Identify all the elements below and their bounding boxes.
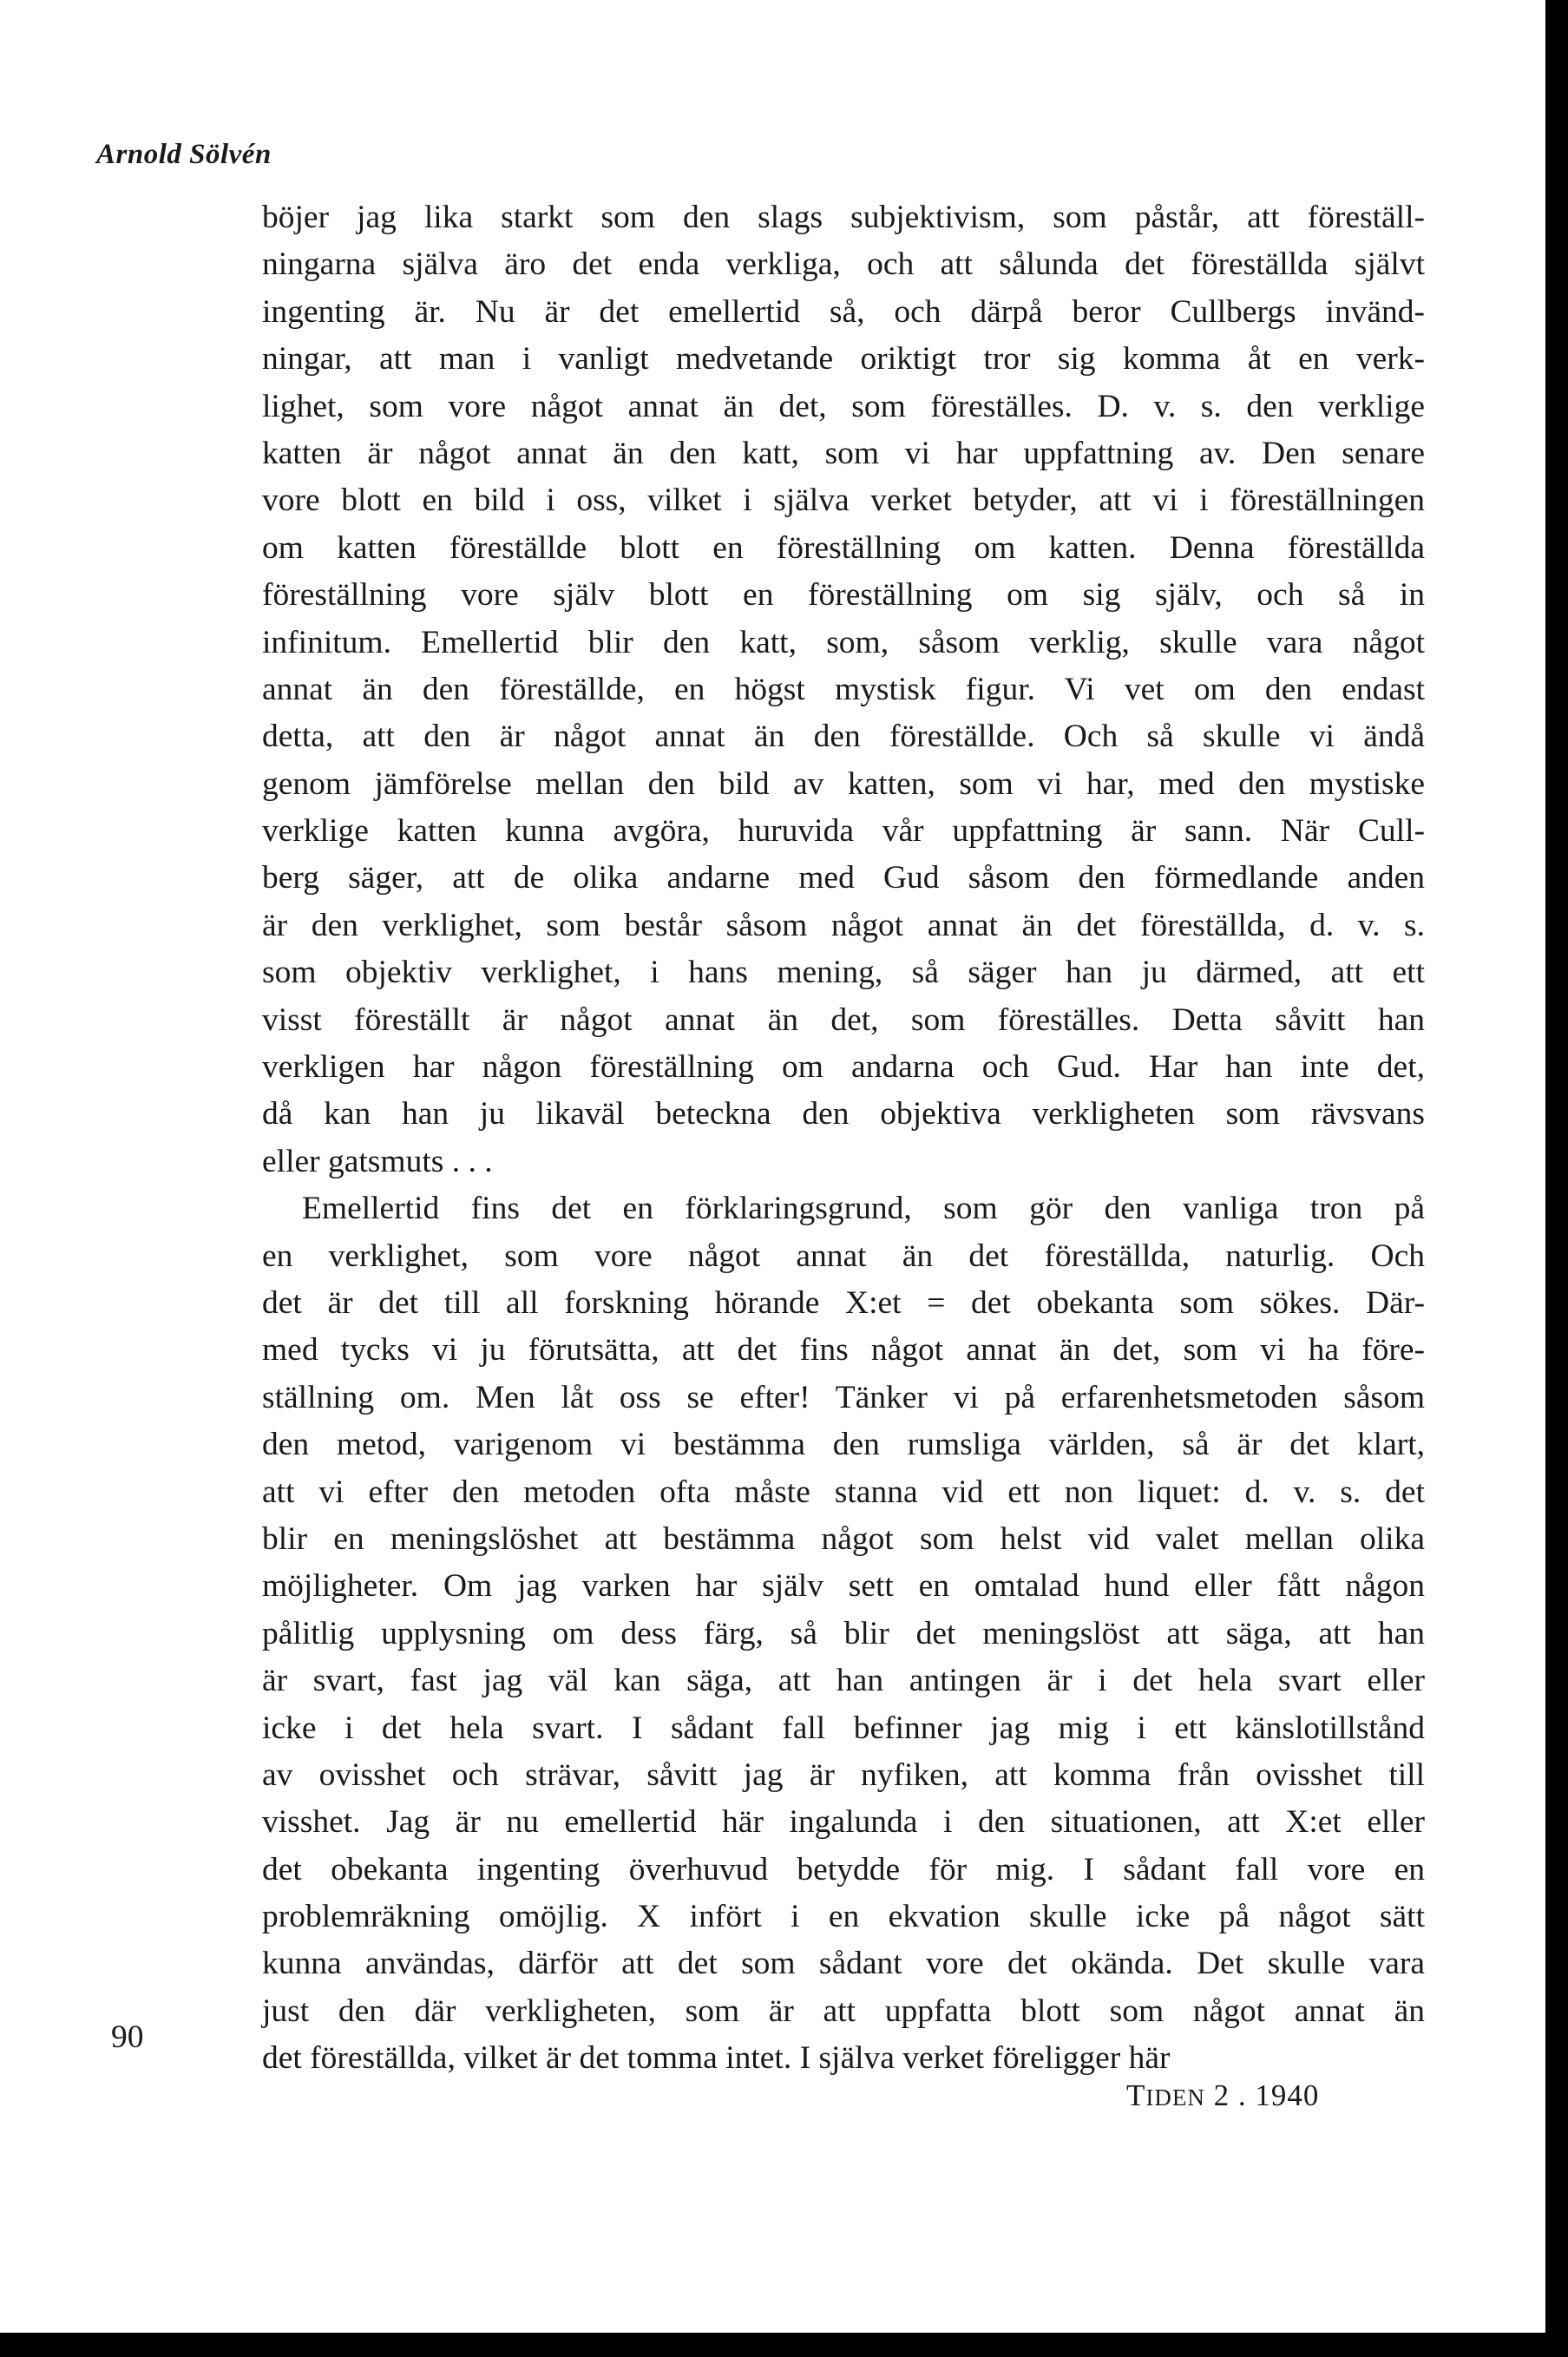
- journal-name-rest: IDEN: [1145, 2085, 1205, 2111]
- text-line: Emellertid fins det en förklaringsgrund, som gör den vanliga tron på: [302, 1191, 1425, 1227]
- text-line: blir en meningslöshet att bestämma något som helst vid valet mellan olika: [262, 1520, 1425, 1557]
- text-line: infinitum. Emellertid blir den katt, som, såsom verklig, skulle vara något: [262, 624, 1425, 660]
- text-line: är svart, fast jag väl kan säga, att han antingen är i det hela svart eller: [262, 1663, 1425, 1699]
- text-line: den metod, varigenom vi bestämma den rumsliga världen, så är det klart,: [262, 1427, 1425, 1463]
- page-number: 90: [111, 2019, 144, 2055]
- text-line: katten är något annat än den katt, som vi har uppfattning av. Den senare: [262, 435, 1425, 471]
- text-line: böjer jag lika starkt som den slags subjektivism, som påstår, att föreställ-: [262, 200, 1425, 235]
- journal-name-initial: T: [1126, 2078, 1146, 2112]
- text-line: eller gatsmuts . . .: [262, 1143, 493, 1179]
- text-line: är den verklighet, som består såsom något annat än det föreställda, d. v. s.: [262, 907, 1425, 943]
- text-line: icke i det hela svart. I sådant fall befinner jag mig i ett känslotillstånd: [262, 1710, 1425, 1746]
- text-line: verklige katten kunna avgöra, huruvida vår uppfattning är sann. När Cull-: [262, 813, 1425, 850]
- text-line: om katten föreställde blott en föreställning om katten. Denna föreställda: [262, 529, 1425, 566]
- text-line: en verklighet, som vore något annat än det föreställda, naturlig. Och: [262, 1238, 1425, 1274]
- text-line: ställning om. Men låt oss se efter! Tänker vi på erfarenhetsmetoden såsom: [262, 1379, 1425, 1415]
- journal-footer: [1126, 2078, 1319, 2113]
- text-line: som objektiv verklighet, i hans mening, så säger han ju därmed, att ett: [262, 955, 1425, 991]
- text-line: vore blott en bild i oss, vilket i själva verket betyder, att vi i föreställningen: [262, 483, 1425, 519]
- text-line: just den där verkligheten, som är att uppfatta blott som något annat än: [262, 1993, 1425, 2029]
- text-line: av ovisshet och strävar, såvitt jag är nyfiken, att komma från ovisshet till: [262, 1756, 1425, 1793]
- running-head: Arnold Sölvén: [96, 139, 272, 170]
- text-line: att vi efter den metoden ofta måste stanna vid ett non liquet: d. v. s. det: [262, 1474, 1425, 1510]
- text-line: verkligen har någon föreställning om andarna och Gud. Har han inte det,: [262, 1049, 1425, 1086]
- text-line: det föreställda, vilket är det tomma intet. I själva verket föreligger här: [262, 2040, 1171, 2077]
- body-text: [262, 194, 1425, 2083]
- text-line: föreställning vore själv blott en föreställning om sig själv, och så in: [262, 577, 1425, 614]
- text-line: det obekanta ingenting överhuvud betydde för mig. I sådant fall vore en: [262, 1851, 1425, 1888]
- paragraph-2: [262, 1185, 1425, 2082]
- text-line: ningarna själva äro det enda verkliga, och att sålunda det föreställda självt: [262, 246, 1425, 283]
- text-line: genom jämförelse mellan den bild av katten, som vi har, med den mystiske: [262, 765, 1425, 802]
- text-line: lighet, som vore något annat än det, som föreställes. D. v. s. den verklige: [262, 388, 1425, 424]
- text-line: med tycks vi ju förutsätta, att det fins något annat än det, som vi ha före-: [262, 1332, 1425, 1369]
- text-line: problemräkning omöjlig. X infört i en ekvation skulle icke på något sätt: [262, 1899, 1425, 1935]
- journal-issue: 2 . 1940: [1213, 2078, 1320, 2112]
- text-line: annat än den föreställde, en högst mystisk figur. Vi vet om den endast: [262, 671, 1425, 707]
- text-line: ingenting är. Nu är det emellertid så, och därpå beror Cullbergs invänd-: [262, 293, 1425, 330]
- text-line: visshet. Jag är nu emellertid här ingalunda i den situationen, att X:et eller: [262, 1804, 1425, 1841]
- text-line: berg säger, att de olika andarne med Gud såsom den förmedlande anden: [262, 860, 1425, 896]
- text-line: ningar, att man i vanligt medvetande oriktigt tror sig komma åt en verk-: [262, 341, 1425, 378]
- text-line: kunna användas, därför att det som sådant vore det okända. Det skulle vara: [262, 1946, 1425, 1982]
- text-line: pålitlig upplysning om dess färg, så blir det meningslöst att säga, att han: [262, 1615, 1425, 1651]
- text-line: visst föreställt är något annat än det, som föreställes. Detta såvitt han: [262, 1001, 1425, 1038]
- text-line: då kan han ju likaväl beteckna den objektiva verkligheten som rävsvans: [262, 1096, 1425, 1133]
- text-line: det är det till all forskning hörande X:et = det obekanta som sökes. Där-: [262, 1284, 1425, 1321]
- text-line: detta, att den är något annat än den föreställde. Och så skulle vi ändå: [262, 719, 1425, 755]
- paragraph-1: [262, 194, 1425, 1185]
- text-line: möjligheter. Om jag varken har själv sett en omtalad hund eller fått någon: [262, 1568, 1425, 1605]
